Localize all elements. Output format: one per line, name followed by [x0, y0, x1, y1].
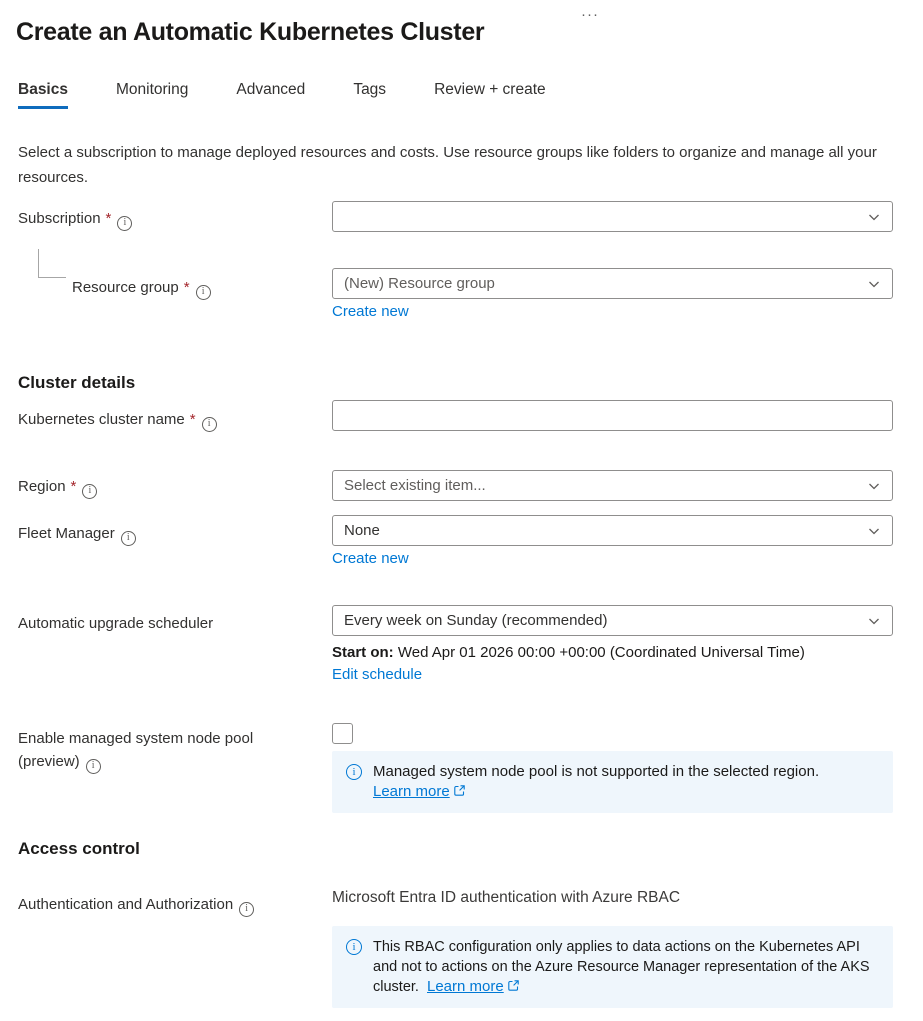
info-icon[interactable]: i	[196, 285, 211, 300]
region-placeholder: Select existing item...	[344, 477, 486, 494]
tab-monitoring[interactable]: Monitoring	[115, 81, 189, 98]
info-icon[interactable]: i	[121, 531, 136, 546]
required-marker: *	[189, 411, 196, 428]
tab-tags[interactable]: Tags	[353, 81, 387, 98]
info-icon[interactable]: i	[117, 216, 132, 231]
page-title: Create an Automatic Kubernetes Cluster	[16, 17, 485, 46]
required-marker: *	[183, 279, 190, 296]
upgrade-scheduler-dropdown[interactable]	[332, 605, 893, 636]
resource-group-label	[72, 279, 211, 300]
region-label	[18, 478, 97, 499]
region-dropdown[interactable]	[332, 470, 893, 501]
node-pool-info-text: Managed system node pool is not supported in the selected region.	[373, 763, 820, 780]
info-icon[interactable]: i	[239, 902, 254, 917]
subscription-label-text: Subscription	[18, 210, 101, 227]
chevron-down-icon	[867, 524, 881, 538]
edit-schedule-link[interactable]: Edit schedule	[332, 666, 423, 683]
cluster-name-label-text: Kubernetes cluster name	[18, 411, 185, 428]
chevron-down-icon	[867, 479, 881, 493]
tab-review-create[interactable]: Review + create	[434, 81, 546, 98]
indent-connector-line	[38, 249, 66, 278]
wizard-tabs	[18, 81, 546, 109]
cluster-name-input[interactable]	[332, 400, 893, 431]
subscription-dropdown[interactable]	[332, 201, 893, 232]
managed-node-pool-label-text: Enable managed system node pool (preview)	[18, 730, 254, 770]
access-control-heading: Access control	[18, 839, 140, 858]
managed-node-pool-checkbox[interactable]	[332, 723, 353, 744]
fleet-manager-dropdown[interactable]	[332, 515, 893, 546]
external-link-icon	[507, 979, 520, 992]
start-on-text	[332, 644, 805, 661]
node-pool-info-text-block	[373, 762, 819, 802]
resource-group-dropdown[interactable]	[332, 268, 893, 299]
cluster-name-label	[18, 411, 217, 432]
auth-label-text: Authentication and Authorization	[18, 896, 234, 913]
cluster-details-heading: Cluster details	[18, 373, 136, 392]
start-on-label: Start on:	[332, 644, 394, 661]
tab-basics[interactable]: Basics	[18, 81, 68, 109]
upgrade-scheduler-value: Every week on Sunday (recommended)	[344, 612, 608, 629]
auth-value: Microsoft Entra ID authentication with Azure RBAC	[332, 889, 681, 906]
upgrade-scheduler-label: Automatic upgrade scheduler	[18, 615, 214, 632]
info-icon[interactable]: i	[86, 759, 101, 774]
node-pool-info-box	[332, 751, 893, 813]
chevron-down-icon	[867, 277, 881, 291]
rbac-info-text: This RBAC configuration only applies to data actions on the Kubernetes API and not to actions on the Azure Resource Manager representation of the AKS cluster.	[373, 939, 870, 995]
required-marker: *	[105, 210, 112, 227]
node-pool-learn-more-link[interactable]: Learn more	[373, 783, 450, 800]
info-icon[interactable]: i	[202, 417, 217, 432]
managed-node-pool-label	[18, 727, 270, 774]
start-on-value: Wed Apr 01 2026 00:00 +00:00 (Coordinated Universal Time)	[393, 644, 805, 661]
region-label-text: Region	[18, 478, 66, 495]
resource-group-create-new-link[interactable]: Create new	[332, 303, 409, 320]
external-link-icon	[453, 784, 466, 797]
info-icon[interactable]: i	[82, 484, 97, 499]
auth-label	[18, 896, 254, 917]
fleet-manager-label-text: Fleet Manager	[18, 525, 115, 542]
intro-text: Select a subscription to manage deployed resources and costs. Use resource groups like folders to organize and manage all your resources.	[18, 144, 877, 186]
required-marker: *	[70, 478, 77, 495]
subscription-label	[18, 210, 132, 231]
rbac-info-box	[332, 926, 893, 1008]
tab-advanced[interactable]: Advanced	[236, 81, 306, 98]
fleet-manager-create-new-link[interactable]: Create new	[332, 550, 409, 567]
chevron-down-icon	[867, 614, 881, 628]
fleet-manager-value: None	[344, 522, 380, 539]
resource-group-value: (New) Resource group	[344, 275, 495, 292]
info-icon: i	[346, 764, 362, 780]
rbac-learn-more-link[interactable]: Learn more	[427, 978, 504, 995]
more-menu-button[interactable]: ···	[581, 6, 599, 23]
info-icon: i	[346, 939, 362, 955]
fleet-manager-label	[18, 525, 136, 546]
rbac-info-text-block	[373, 937, 878, 997]
resource-group-label-text: Resource group	[72, 279, 179, 296]
chevron-down-icon	[867, 210, 881, 224]
